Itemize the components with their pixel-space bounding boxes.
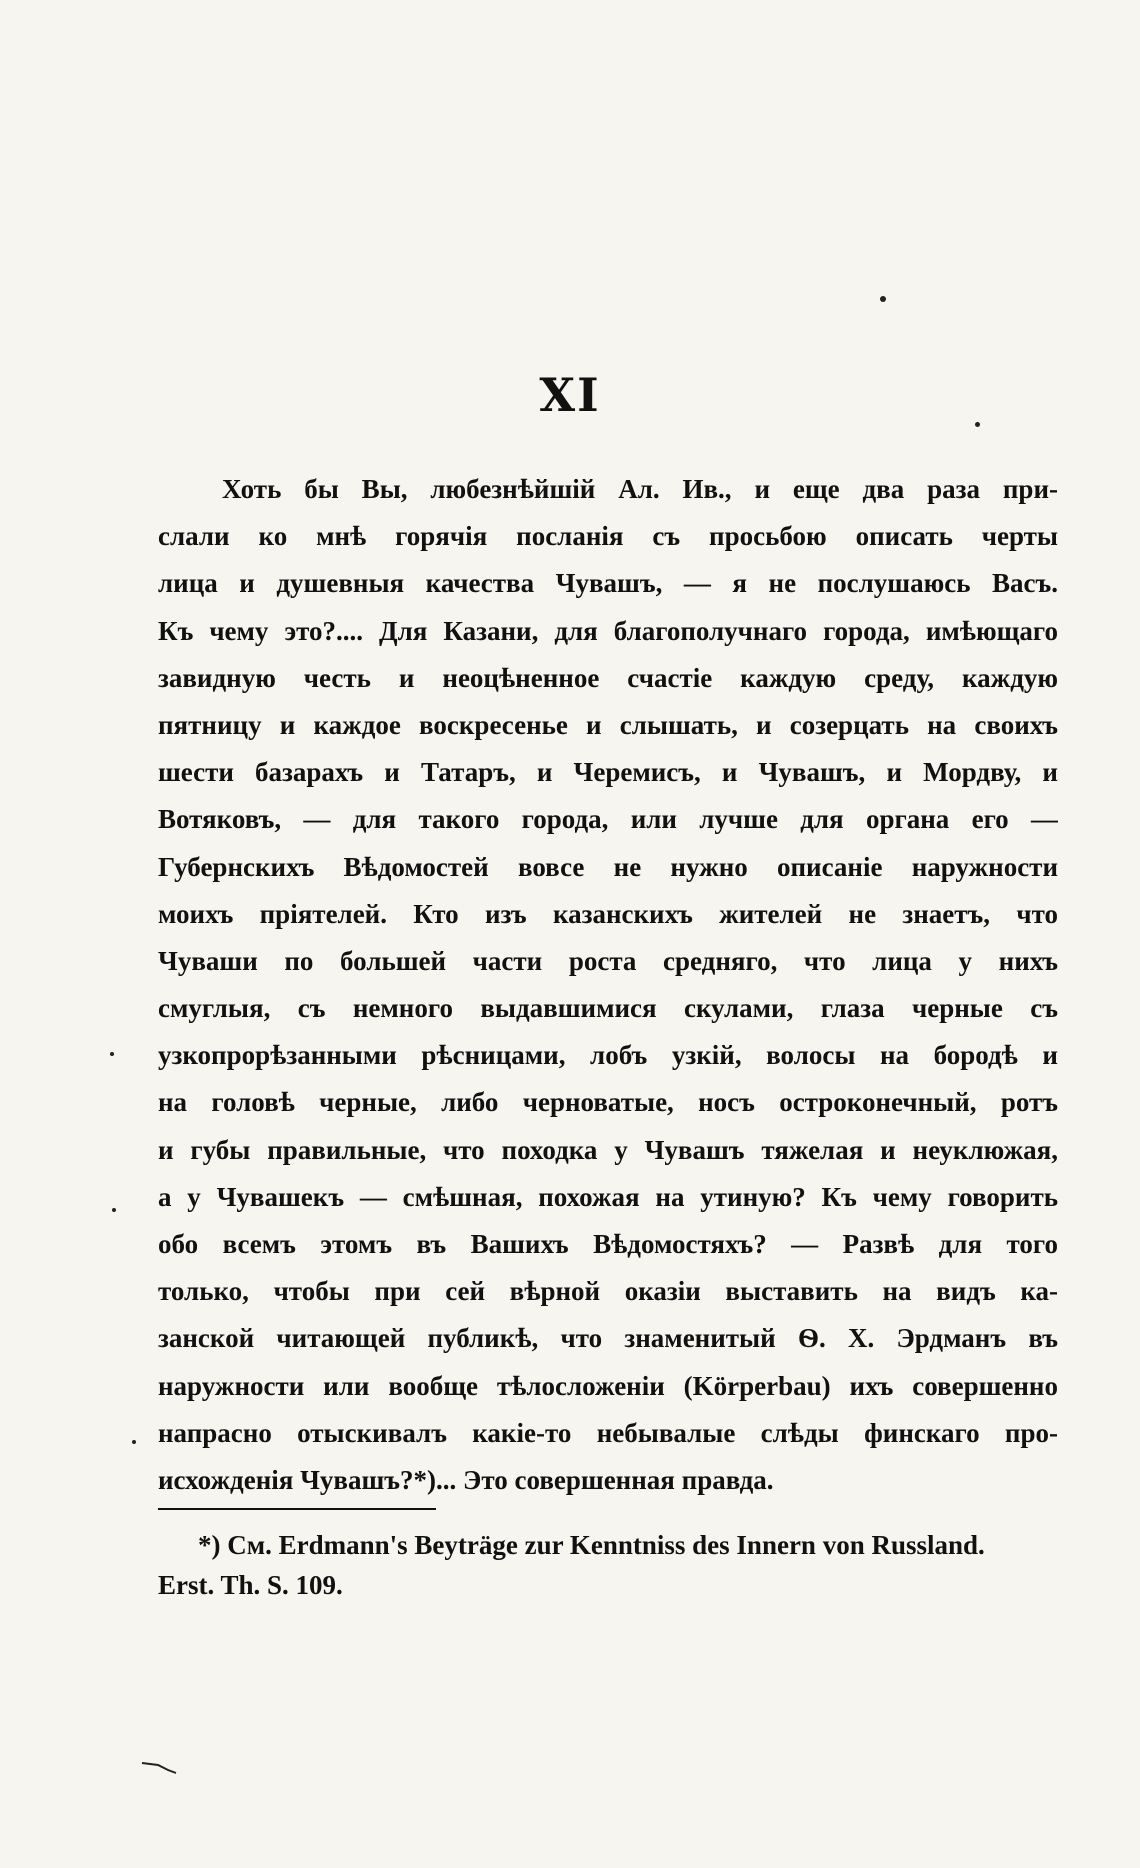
scan-scrawl bbox=[140, 1760, 180, 1774]
paragraph-line: Вотяковъ, — для такого города, или лучше для органа его — bbox=[158, 804, 1058, 835]
chapter-heading: XI bbox=[539, 368, 601, 422]
footnote-line: *) См. Erdmann's Beyträge zur Kenntniss des Innern von Russland. bbox=[198, 1530, 985, 1560]
scan-speck bbox=[975, 422, 980, 427]
paragraph-line: исхожденія Чувашъ?*)... Это совершенная правда. bbox=[158, 1464, 774, 1495]
main-paragraph bbox=[158, 466, 1058, 1504]
paragraph-line: и губы правильные, что походка у Чувашъ тяжелая и неуклюжая, bbox=[158, 1134, 1058, 1165]
paragraph-line: занской читающей публикѣ, что знаменитый Ѳ. Х. Эрдманъ въ bbox=[158, 1323, 1058, 1354]
scan-speck bbox=[132, 1440, 136, 1444]
paragraph-line: а у Чувашекъ — смѣшная, похожая на утиную? Къ чему говорить bbox=[158, 1181, 1058, 1212]
scan-speck bbox=[110, 1052, 114, 1056]
paragraph-line: Чуваши по большей части роста средняго, что лица у нихъ bbox=[158, 945, 1058, 976]
paragraph-line: узкопрорѣзанными рѣсницами, лобъ узкій, волосы на бородѣ и bbox=[158, 1040, 1058, 1071]
scan-speck bbox=[880, 296, 886, 302]
footnote-line: Erst. Th. S. 109. bbox=[158, 1570, 343, 1600]
paragraph-line: шести базарахъ и Татаръ, и Черемисъ, и Чувашъ, и Мордву, и bbox=[158, 757, 1058, 788]
paragraph-line: слали ко мнѣ горячія посланія съ просьбою описать черты bbox=[158, 521, 1058, 552]
paragraph-line: завидную честь и неоцѣненное счастіе каждую среду, каждую bbox=[158, 662, 1058, 693]
scan-speck bbox=[112, 1208, 116, 1212]
paragraph-line: напрасно отыскивалъ какіе-то небывалые слѣды финскаго про- bbox=[158, 1417, 1058, 1448]
footnote-divider bbox=[158, 1508, 436, 1510]
paragraph-line: моихъ пріятелей. Кто изъ казанскихъ жителей не знаетъ, что bbox=[158, 898, 1058, 929]
paragraph-line: Хоть бы Вы, любезнѣйшій Ал. Ив., и еще два раза при- bbox=[222, 474, 1058, 504]
paragraph-line: на головѣ черные, либо черноватые, носъ остроконечный, ротъ bbox=[158, 1087, 1058, 1118]
paragraph-line: Къ чему это?.... Для Казани, для благополучнаго города, имѣющаго bbox=[158, 615, 1058, 646]
paragraph-line: смуглыя, съ немного выдавшимися скулами, глаза черные съ bbox=[158, 993, 1058, 1024]
paragraph-line: Губернскихъ Вѣдомостей вовсе не нужно описаніе наружности bbox=[158, 851, 1058, 882]
paragraph-line: наружности или вообще тѣлосложеніи (Körperbau) ихъ совершенно bbox=[158, 1370, 1058, 1401]
footnote bbox=[158, 1525, 1058, 1605]
paragraph-line: только, чтобы при сей вѣрной оказіи выставить на видъ ка- bbox=[158, 1276, 1058, 1307]
paragraph-line: обо всемъ этомъ въ Вашихъ Вѣдомостяхъ? — Развѣ для того bbox=[158, 1229, 1058, 1259]
paragraph-line: пятницу и каждое воскресенье и слышать, и созерцать на своихъ bbox=[158, 709, 1058, 740]
paragraph-line: лица и душевныя качества Чувашъ, — я не послушаюсь Васъ. bbox=[158, 568, 1058, 599]
